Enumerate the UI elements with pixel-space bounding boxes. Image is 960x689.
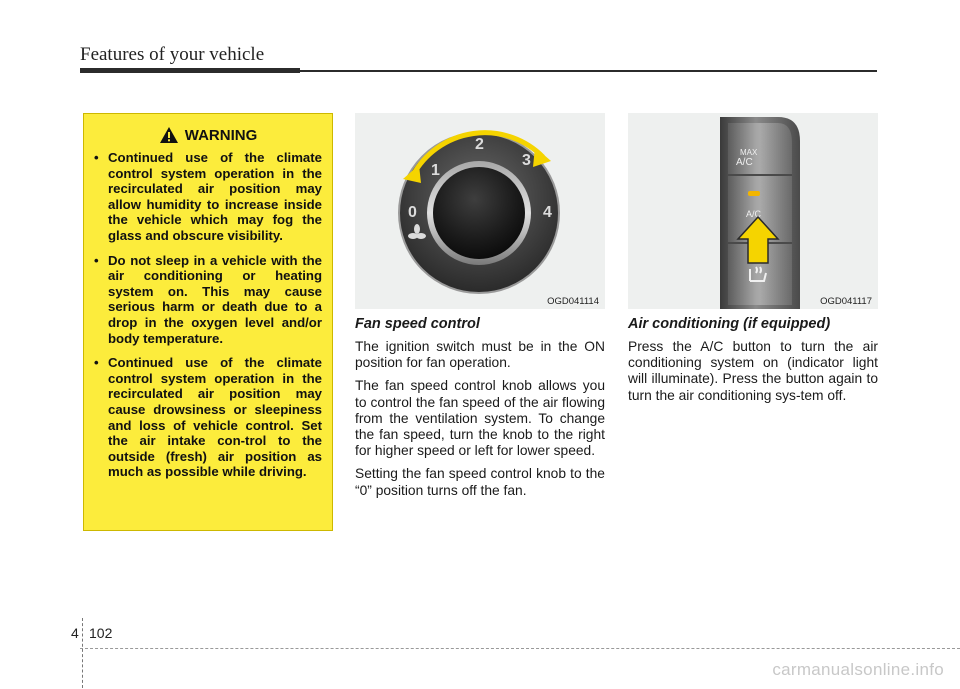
air-conditioning-paragraph: Press the A/C button to turn the air conditioning system on (indicator light will illuminate). Press the button again to turn the air conditioning sys-tem off. xyxy=(628,339,878,403)
warning-list xyxy=(94,150,322,480)
fan-speed-paragraph: Setting the fan speed control knob to the “0” position turns off the fan. xyxy=(355,466,605,498)
arrow-right-icon xyxy=(533,147,551,167)
fan-knob-illustration xyxy=(355,113,605,309)
dial-label: 1 xyxy=(431,162,440,179)
button-label-ac: A/C xyxy=(746,209,762,219)
dial-label: 0 xyxy=(408,204,417,221)
warning-heading xyxy=(94,126,322,144)
fan-speed-paragraph: The fan speed control knob allows you to control the fan speed of the air flowing from the ventilation system. To change the fan speed, turn the knob to the right for higher speed or left for lower speed. xyxy=(355,378,605,459)
warning-box xyxy=(83,113,333,531)
fan-speed-knob-figure xyxy=(355,113,605,309)
dial-label: 4 xyxy=(543,204,552,221)
fan-speed-section xyxy=(355,316,605,506)
header-rule-thick xyxy=(80,68,300,73)
dial-label: 2 xyxy=(475,136,484,153)
fan-speed-paragraph: The ignition switch must be in the ON position for fan operation. xyxy=(355,339,605,371)
page-number: 102 xyxy=(89,625,113,641)
warning-item: • Continued use of the climate control system operation in the recirculated air position may cause drowsiness or sleepiness and loss of vehicle control. Set the air intake con-trol to the outside (fresh) air position as much as possible while driving. xyxy=(94,355,322,480)
watermark: carmanualsonline.info xyxy=(772,660,944,679)
header-rule-thin xyxy=(300,70,877,72)
figure-code: OGD041114 xyxy=(547,296,599,307)
dial-label: 3 xyxy=(522,152,531,169)
footer-divider xyxy=(82,618,84,688)
warning-heading-text: WARNING xyxy=(184,126,258,144)
ac-panel-illustration xyxy=(628,113,878,309)
warning-item: • Continued use of the climate control system operation in the recirculated air position may allow humidity to increase inside the vehicle which may fog the glass and obscure visibility. xyxy=(94,150,322,244)
button-label-max: MAX xyxy=(740,148,758,157)
figure-code: OGD041117 xyxy=(820,296,872,307)
warning-item: • Do not sleep in a vehicle with the air conditioning or heating system on. This may cause serious harm or death due to a drop in the oxygen level and/or body temperature. xyxy=(94,253,322,347)
air-conditioning-section xyxy=(628,316,878,411)
button-label-max-ac: A/C xyxy=(736,157,753,168)
ac-button-figure xyxy=(628,113,878,309)
ac-indicator-light xyxy=(748,191,760,196)
page-header-title: Features of your vehicle xyxy=(80,44,265,65)
chapter-number: 4 xyxy=(71,625,79,641)
footer-rule xyxy=(80,648,960,649)
fan-speed-heading: Fan speed control xyxy=(355,316,480,332)
air-conditioning-heading: Air conditioning (if equipped) xyxy=(628,316,831,332)
warning-triangle-icon xyxy=(159,126,179,144)
